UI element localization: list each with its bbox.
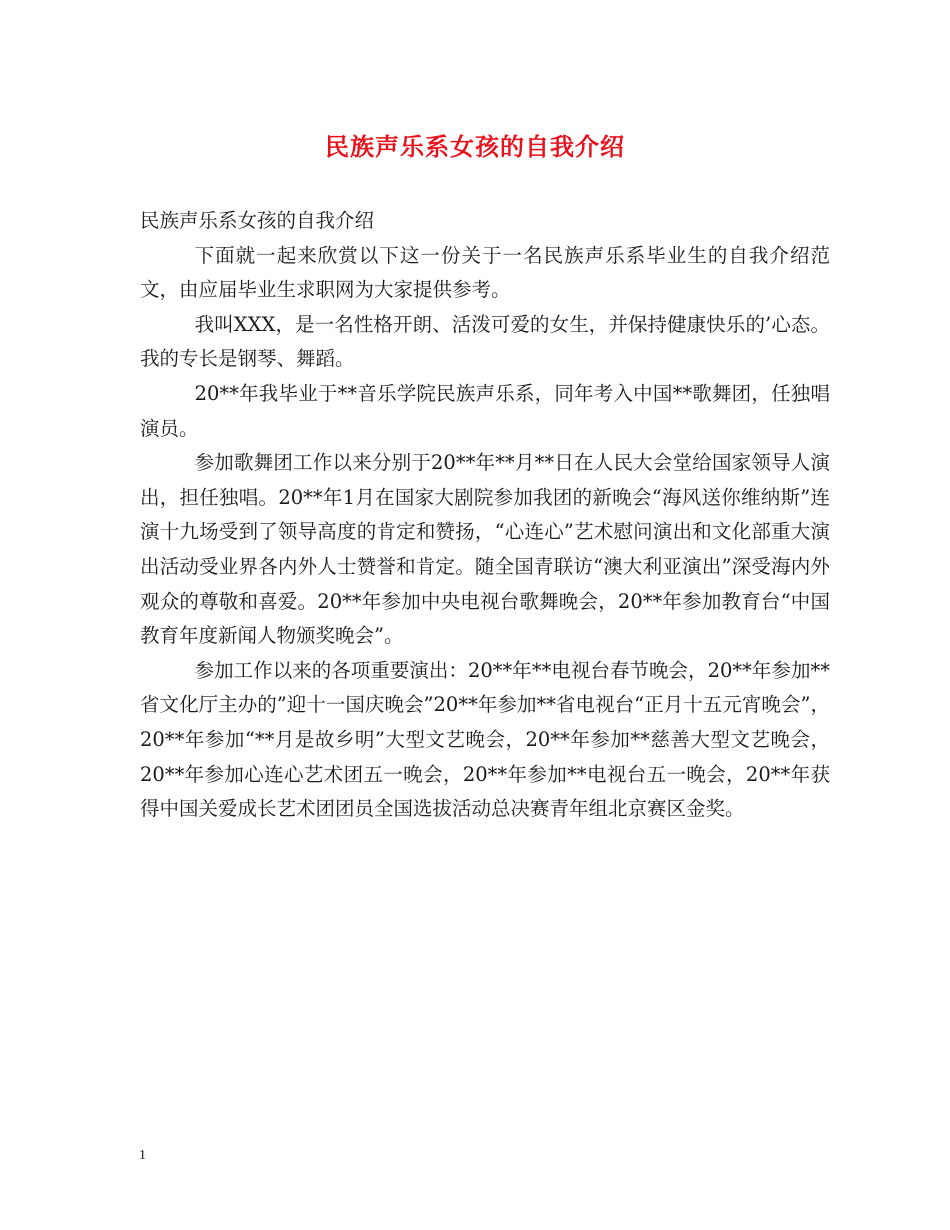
document-title: 民族声乐系女孩的自我介绍 [325, 133, 625, 161]
page-number: 1 [139, 1148, 146, 1163]
paragraph-education: 20**年我毕业于**音乐学院民族声乐系，同年考入中国**歌舞团，任独唱演员。 [140, 381, 830, 440]
subtitle-line: 民族声乐系女孩的自我介绍 [140, 209, 375, 232]
paragraph-performances: 参加工作以来的各项重要演出：20**年**电视台春节晚会，20**年参加**省文化厅主办的”迎十一国庆晚会”20**年参加**省电视台“正月十五元宵晚会”，20**年参加“**月是故乡明”大型文艺晚会，20**年参加**慈善大型文艺晚会，20**年参加心连心艺术团五一晚会，20**年参加**电视台五一晚会，20**年获得中国关爱成长艺术团团员全国选拔活动总决赛青年组北京赛区金奖。 [140, 658, 830, 821]
document-body [140, 204, 830, 827]
paragraph-intro: 下面就一起来欣赏以下这一份关于一名民族声乐系毕业生的自我介绍范文，由应届毕业生求职网为大家提供参考。 [140, 243, 830, 302]
paragraph-self: 我叫XXX，是一名性格开朗、活泼可爱的女生，并保持健康快乐的’心态。我的专长是钢琴、舞蹈。 [140, 312, 830, 371]
paragraph-experience: 参加歌舞团工作以来分别于20**年**月**日在人民大会堂给国家领导人演出，担任独唱。20**年1月在国家大剧院参加我团的新晚会“海风送你维纳斯”连演十九场受到了领导高度的肯定和赞扬，“心连心”艺术慰问演出和文化部重大演出活动受业界各内外人士赞誉和肯定。随全国青联访“澳大利亚演出”深受海内外观众的尊敬和喜爱。20**年参加中央电视台歌舞晚会，20**年参加教育台“中国教育年度新闻人物颁奖晚会”。 [140, 451, 830, 648]
